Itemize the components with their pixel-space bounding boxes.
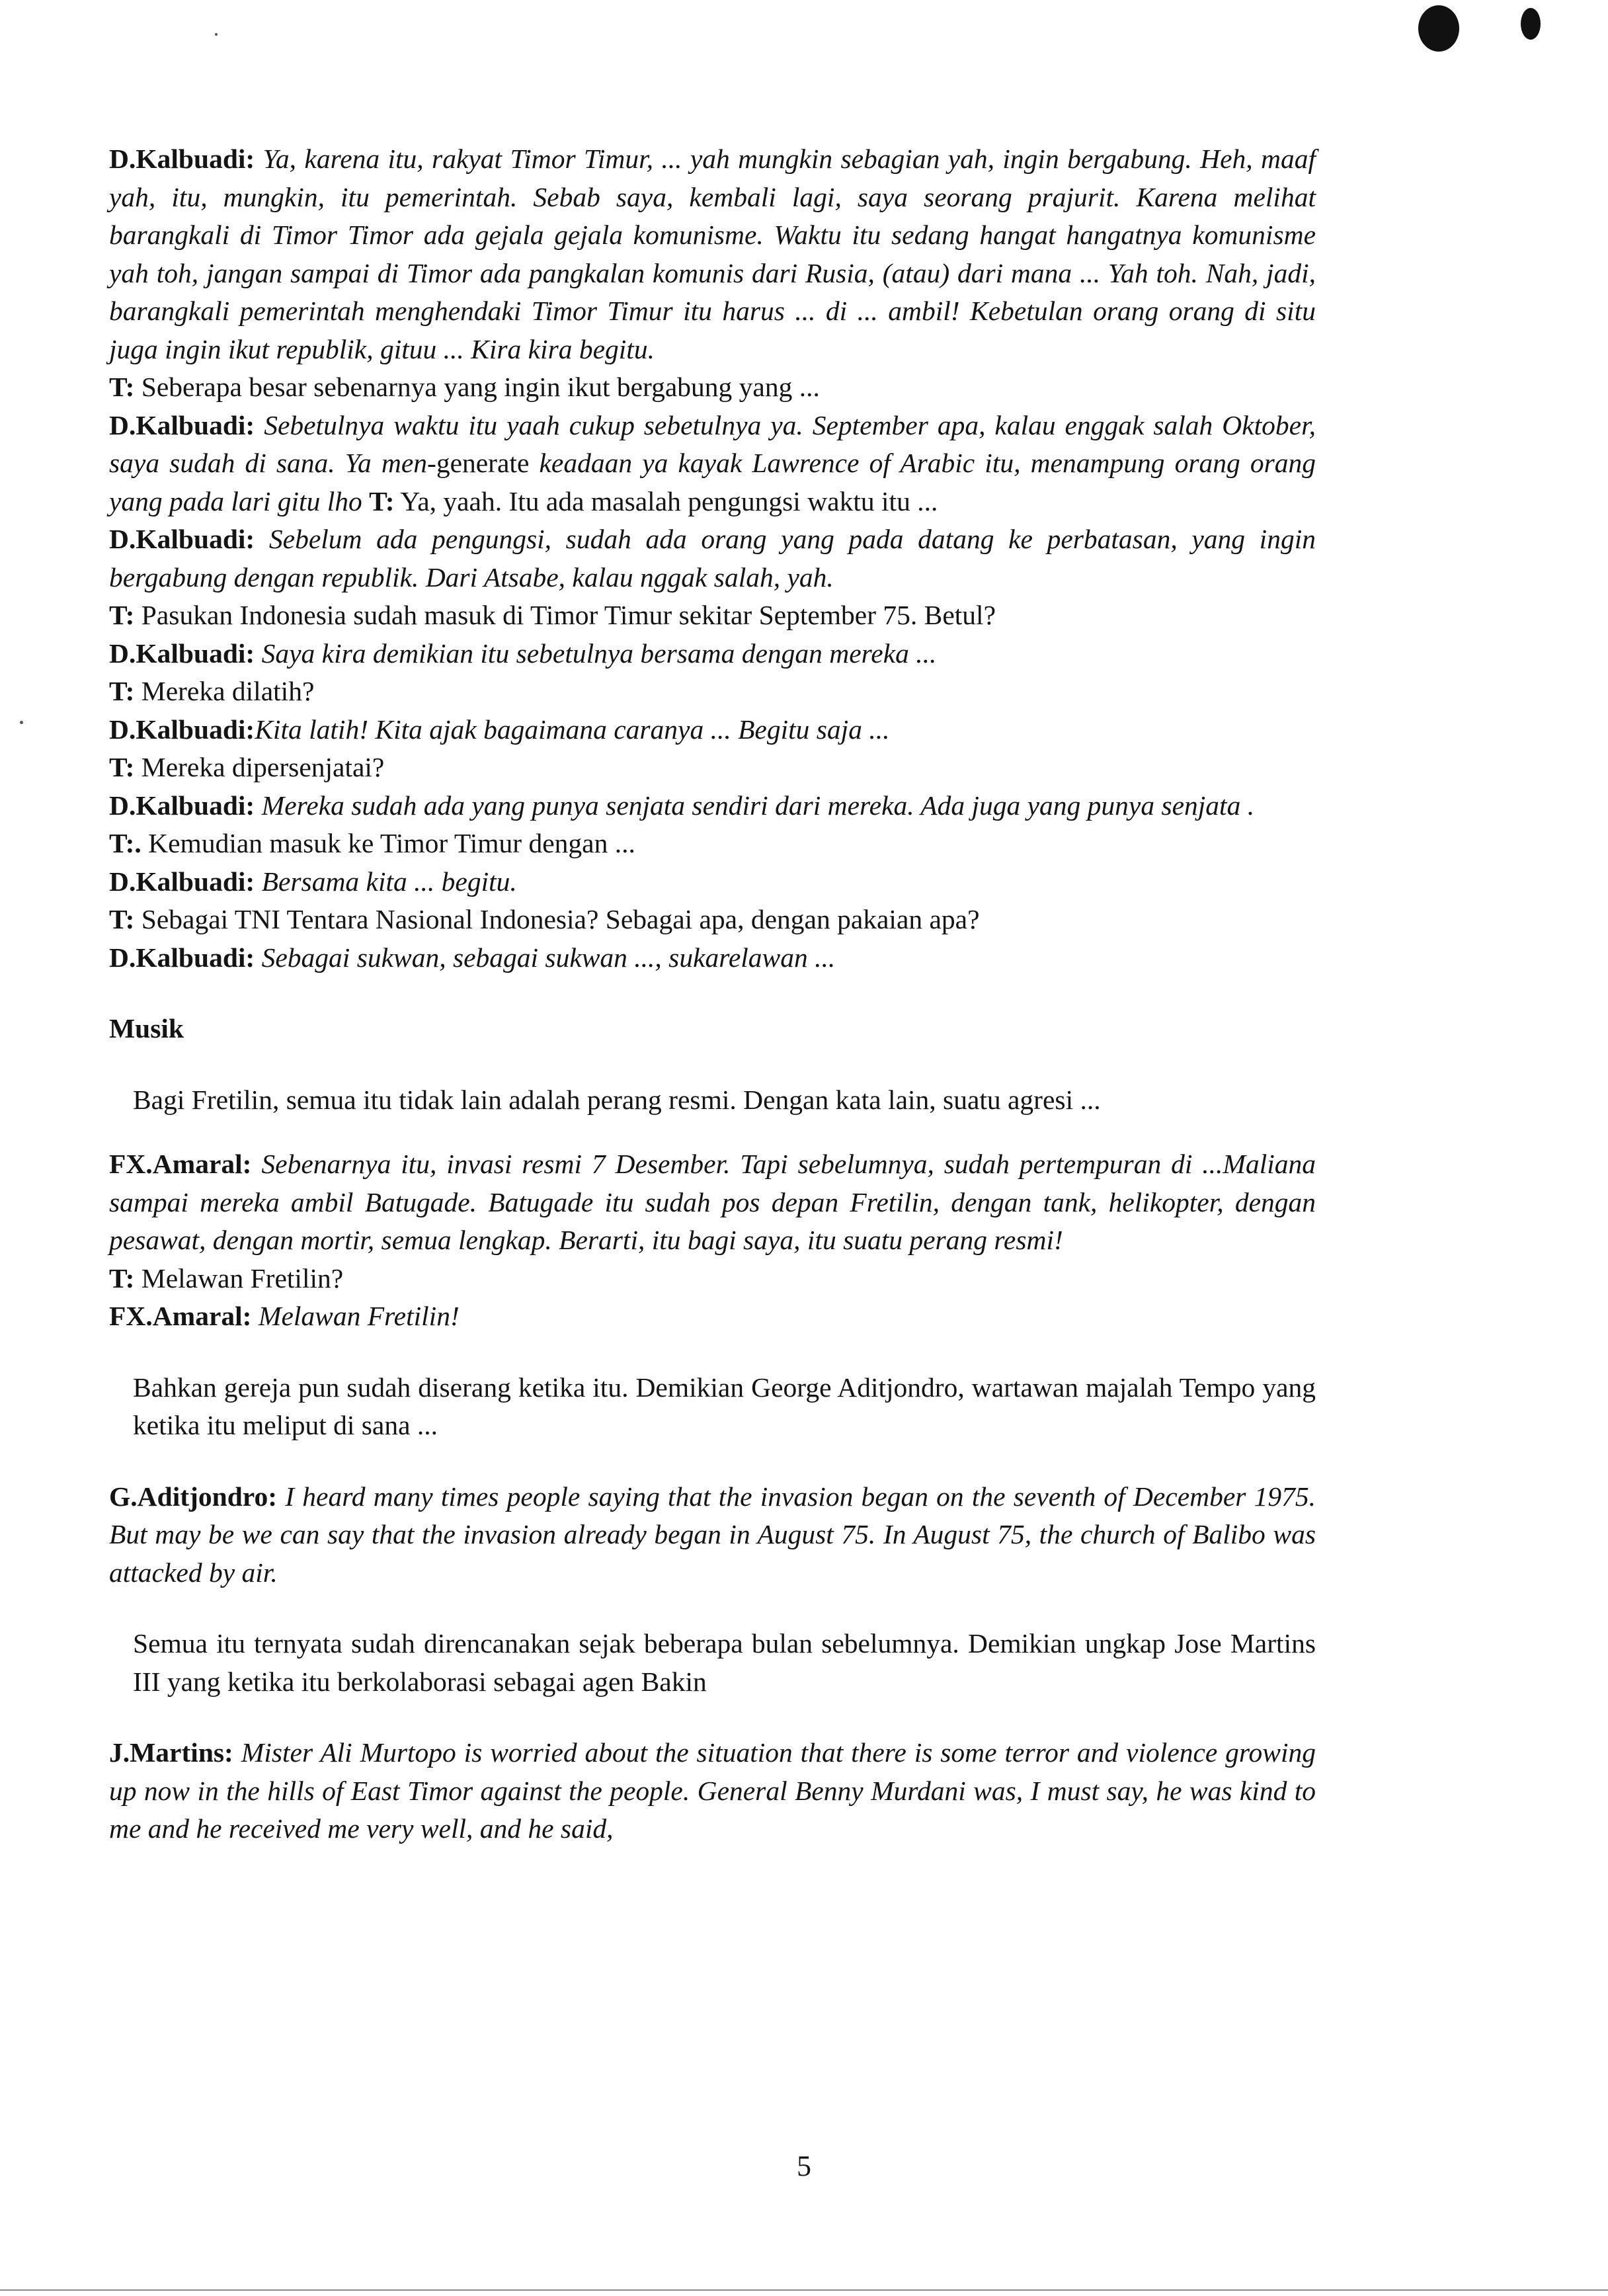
speech-text: Seberapa besar sebenarnya yang ingin ikut bergabung yang ... — [141, 372, 820, 402]
speech-text: Bersama kita ... begitu. — [261, 866, 517, 897]
dialogue-line — [109, 711, 1316, 749]
dialogue-line — [109, 1260, 1316, 1298]
dialogue-line — [109, 673, 1316, 711]
speech-text: Mister Ali Murtopo is worried about the situation that there is some terror and violence growing up now in the hills of East Timor against the people. General Benny Murdani was, I must say, he was kind to me and he received me very well, and he said, — [109, 1737, 1316, 1844]
speaker-label: FX.Amaral: — [109, 1301, 252, 1331]
speech-text: Mereka sudah ada yang punya senjata sendiri dari mereka. Ada juga yang punya senjata . — [261, 790, 1255, 821]
dialogue-section — [109, 1145, 1316, 1336]
dialogue-section — [109, 1478, 1316, 1592]
speech-text: keadaan ya kayak Lawrence of Arabic itu, menampung orang orang yang pada lari gitu lho — [109, 448, 1316, 516]
speech-text: Sebelum ada pengungsi, sudah ada orang yang pada datang ke perbatasan, yang ingin bergabung dengan republik. Dari Atsabe, kalau nggak salah, yah. — [109, 524, 1316, 593]
speaker-label: D.Kalbuadi: — [109, 790, 255, 821]
speech-text: Ya, yaah. Itu ada masalah pengungsi waktu itu ... — [400, 485, 938, 516]
speaker-label: D.Kalbuadi: — [109, 637, 255, 669]
speech-text: Kemudian masuk ke Timor Timur dengan ... — [148, 828, 635, 858]
speech-text: Sebagai sukwan, sebagai sukwan ..., sukarelawan ... — [261, 942, 836, 973]
speech-text: Saya kira demikian itu sebetulnya bersama dengan mereka ... — [261, 637, 937, 669]
speech-text: Melawan Fretilin? — [141, 1262, 344, 1293]
narration-paragraph: Semua itu ternyata sudah direncanakan sejak beberapa bulan sebelumnya. Demikian ungkap Jose Martins III yang ketika itu berkolaborasi sebagai agen Bakin — [133, 1628, 1316, 1697]
dialogue-line — [109, 520, 1316, 596]
speech-text: Kita latih! Kita ajak bagaimana caranya ... Begitu saja ... — [255, 714, 890, 745]
page-number: 5 — [797, 2150, 811, 2182]
scan-speck — [20, 721, 23, 724]
speaker-label: T: — [109, 1262, 135, 1293]
speech-text: I heard many times people saying that the invasion began on the seventh of December 1975. But may be we can say that the invasion already began in August 75. In August 75, the church of Balibo was attacked by air. — [109, 1481, 1316, 1588]
ink-blot-mark — [1521, 8, 1541, 40]
dialogue-line — [109, 407, 1316, 521]
dialogue-section — [109, 140, 1316, 977]
speaker-label: T: — [369, 485, 395, 516]
dialogue-line — [109, 1478, 1316, 1592]
dialogue-line — [109, 825, 1316, 863]
dialogue-line — [109, 749, 1316, 787]
speech-text: Ya, karena itu, rakyat Timor Timur, ... yah mungkin sebagian yah, ingin bergabung. Heh, maaf yah, itu, mungkin, itu pemerintah. Sebab saya, kembali lagi, saya seorang prajurit. Karena melihat barangkali di Timor Timor ada gejala gejala komunisme. Waktu itu sedang hangat hangatnya komunisme yah toh, jangan sampai di Timor ada pangkalan komunis dari Rusia, (atau) dari mana ... Yah toh. Nah, jadi, barangkali pemerintah menghendaki Timor Timur itu harus ... di ... ambil! Kebetulan orang orang di situ juga ingin ikut republik, gituu ... Kira kira begitu. — [109, 144, 1316, 364]
speaker-label: FX.Amaral: — [109, 1149, 252, 1179]
scan-speck — [215, 33, 218, 36]
dialogue-line — [109, 787, 1316, 825]
speaker-label: G.Aditjondro: — [109, 1481, 278, 1512]
speech-text: Sebetulnya waktu itu yaah cukup sebetulnya ya. September apa, kalau enggak salah Oktober, saya sudah di sana. Ya men- — [109, 409, 1316, 478]
dialogue-line — [109, 863, 1316, 901]
speaker-label: D.Kalbuadi: — [109, 144, 255, 174]
speech-text: Sebagai TNI Tentara Nasional Indonesia? Sebagai apa, dengan pakaian apa? — [141, 904, 980, 934]
dialogue-line — [109, 1734, 1316, 1848]
dialogue-line — [109, 939, 1316, 977]
speech-text-roman: generate — [436, 448, 530, 478]
speech-text: Mereka dilatih? — [141, 676, 315, 706]
speaker-label: D.Kalbuadi: — [109, 524, 255, 554]
dialogue-line — [109, 596, 1316, 635]
speaker-label: T: — [109, 676, 135, 706]
speaker-label: D.Kalbuadi: — [109, 942, 255, 973]
speaker-label: T: — [109, 600, 135, 630]
speaker-label: J.Martins: — [109, 1737, 233, 1768]
speaker-label: D.Kalbuadi: — [109, 866, 255, 897]
narration-paragraph: Bahkan gereja pun sudah diserang ketika itu. Demikian George Aditjondro, wartawan majalah Tempo yang ketika itu meliput di sana ... — [133, 1372, 1316, 1440]
speaker-label: D.Kalbuadi: — [109, 714, 255, 745]
speaker-label: D.Kalbuadi: — [109, 409, 255, 440]
speech-text: Pasukan Indonesia sudah masuk di Timor Timur sekitar September 75. Betul? — [141, 600, 996, 630]
speech-text: Mereka dipersenjatai? — [141, 752, 385, 782]
dialogue-line — [109, 635, 1316, 673]
narration-paragraph: Bagi Fretilin, semua itu tidak lain adalah perang resmi. Dengan kata lain, suatu agresi ... — [133, 1084, 1101, 1115]
speaker-label: T: — [109, 752, 135, 782]
document-body — [109, 140, 1316, 1848]
section-heading: Musik — [109, 1013, 184, 1044]
dialogue-line — [109, 1297, 1316, 1336]
speech-text: Melawan Fretilin! — [258, 1301, 460, 1331]
speaker-label: T: — [109, 904, 135, 934]
scan-bottom-edge — [0, 2289, 1608, 2291]
dialogue-line — [109, 901, 1316, 939]
dialogue-section — [109, 1734, 1316, 1848]
dialogue-line — [109, 140, 1316, 368]
dialogue-line — [109, 368, 1316, 407]
ink-blot-mark — [1418, 5, 1459, 52]
speech-text: Sebenarnya itu, invasi resmi 7 Desember. Tapi sebelumnya, sudah pertempuran di ...Maliana sampai mereka ambil Batugade. Batugade itu sudah pos depan Fretilin, dengan tank, helikopter, dengan pesawat, dengan mortir, semua lengkap. Berarti, itu bagi saya, itu suatu perang resmi! — [109, 1149, 1316, 1255]
dialogue-line — [109, 1145, 1316, 1260]
speaker-label: T:. — [109, 828, 141, 858]
speaker-label: T: — [109, 372, 135, 402]
